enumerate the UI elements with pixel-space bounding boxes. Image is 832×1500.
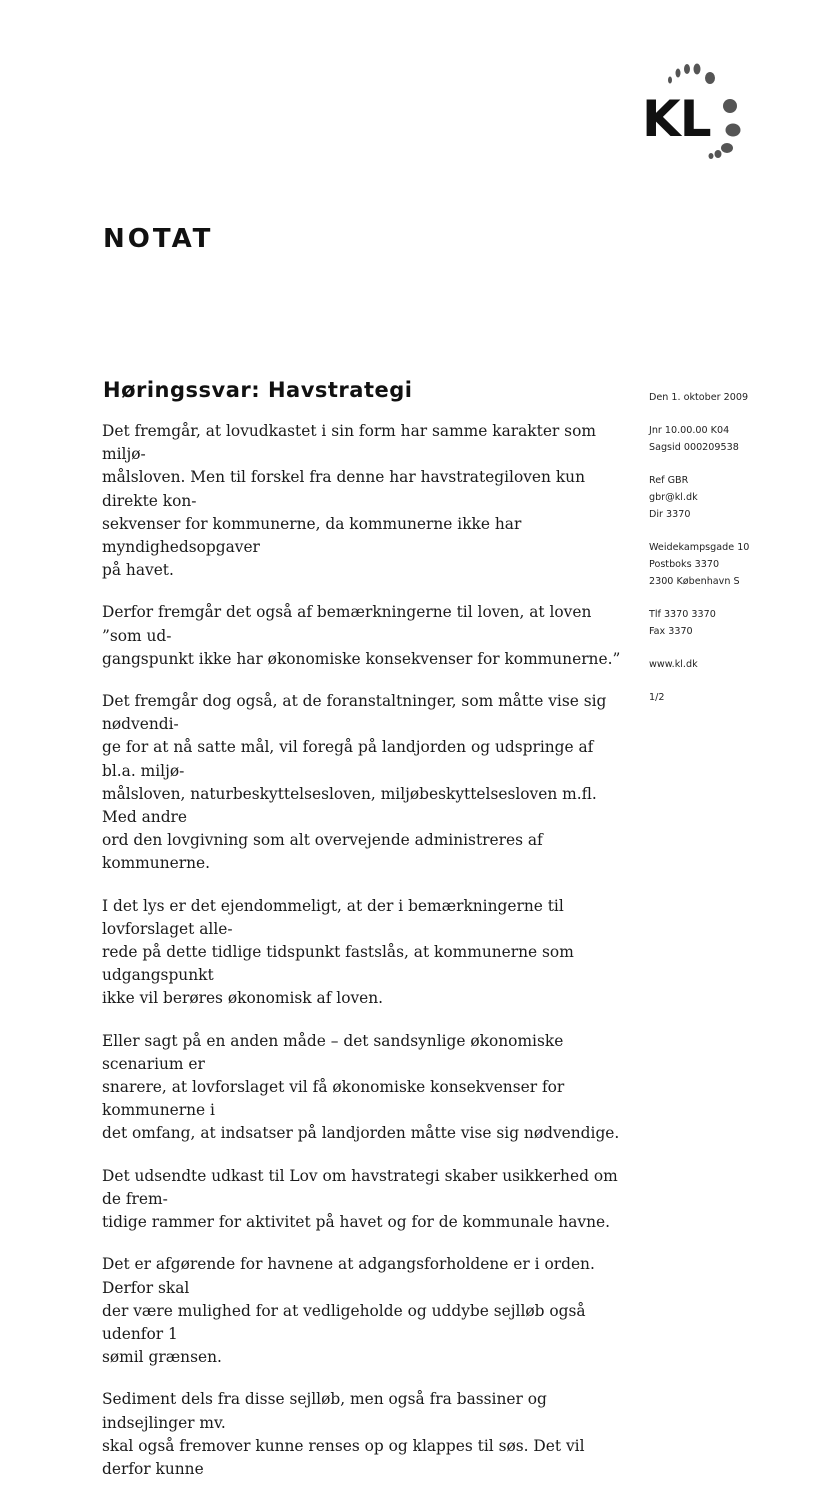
journal-number: Jnr 10.00.00 K04 — [649, 425, 730, 436]
fax-number: Fax 3370 — [649, 626, 693, 637]
contact-block — [649, 472, 824, 523]
paragraph-6: Det udsendte udkast til Lov om havstrategi skaber usikkerhed om de frem- tidige rammer for aktivitet på havet og for de kommunale havne. — [102, 1166, 618, 1232]
case-reference-block — [649, 422, 824, 456]
paragraph-8: Sediment dels fra disse sejlløb, men også fra bassiner og indsejlinger mv. skal også fremover kunne renses op og klappes til søs. Det vil derfor kunne — [102, 1390, 585, 1478]
document-date: Den 1. oktober 2009 — [649, 392, 749, 403]
document-metadata-sidebar — [649, 389, 824, 722]
logo-text: KL — [642, 90, 711, 148]
phone-number: Tlf 3370 3370 — [649, 609, 716, 620]
date-block — [649, 389, 824, 406]
address-block — [649, 539, 824, 590]
postbox: Postboks 3370 — [649, 559, 720, 570]
paragraph-4: I det lys er det ejendommeligt, at der i bemærkningerne til lovforslaget alle- rede på dette tidlige tidspunkt fastslås, at kommunerne som udgangspunkt ikke vil berøres økonomisk af loven. — [102, 896, 574, 1008]
paragraph-3: Det fremgår dog også, at de foranstaltninger, som måtte vise sig nødvendi- ge for at nå satte mål, vil foregå på landjorden og udspringe af bl.a. miljø- målsloven, naturbeskyttelsesloven, miljøbeskyttelsesloven m.fl. Med andre ord den lovgivning som alt overvejende administreres af kommunerne. — [102, 692, 607, 873]
paragraph-5: Eller sagt på en anden måde – det sandsynlige økonomiske scenarium er snarere, at lovforslaget vil få økonomiske konsekvenser for kommunerne i det omfang, at indsatser på landjorden måtte vise sig nødvendige. — [102, 1031, 620, 1143]
postal-city: 2300 København S — [649, 576, 740, 587]
kl-logo — [630, 58, 755, 168]
paragraph-1: Det fremgår, at lovudkastet i sin form har samme karakter som miljø- målsloven. Men til forskel fra denne har havstrategiloven kun direkte kon- sekvenser for kommunerne, da kommunerne ikke har myndighedsopgaver på havet. — [102, 422, 596, 580]
page-number: 1/2 — [649, 692, 665, 703]
contact-email: gbr@kl.dk — [649, 492, 698, 503]
page-block — [649, 689, 824, 706]
phone-block — [649, 606, 824, 640]
reference-initials: Ref GBR — [649, 475, 689, 486]
direct-phone: Dir 3370 — [649, 509, 691, 520]
street-address: Weidekampsgade 10 — [649, 542, 750, 553]
website: www.kl.dk — [649, 659, 698, 670]
paragraph-7: Det er afgørende for havnene at adgangsforholdene er i orden. Derfor skal der være mulighed for at vedligeholde og uddybe sejlløb også udenfor 1 sømil grænsen. — [102, 1255, 595, 1367]
case-id: Sagsid 000209538 — [649, 442, 739, 453]
web-block — [649, 656, 824, 673]
document-body — [102, 420, 622, 1500]
document-type-heading: NOTAT — [103, 224, 214, 254]
paragraph-2: Derfor fremgår det også af bemærkningerne til loven, at loven ”som ud- gangspunkt ikke har økonomiske konsekvenser for kommunerne.” — [102, 603, 621, 668]
document-title: Høringssvar: Havstrategi — [103, 378, 413, 402]
